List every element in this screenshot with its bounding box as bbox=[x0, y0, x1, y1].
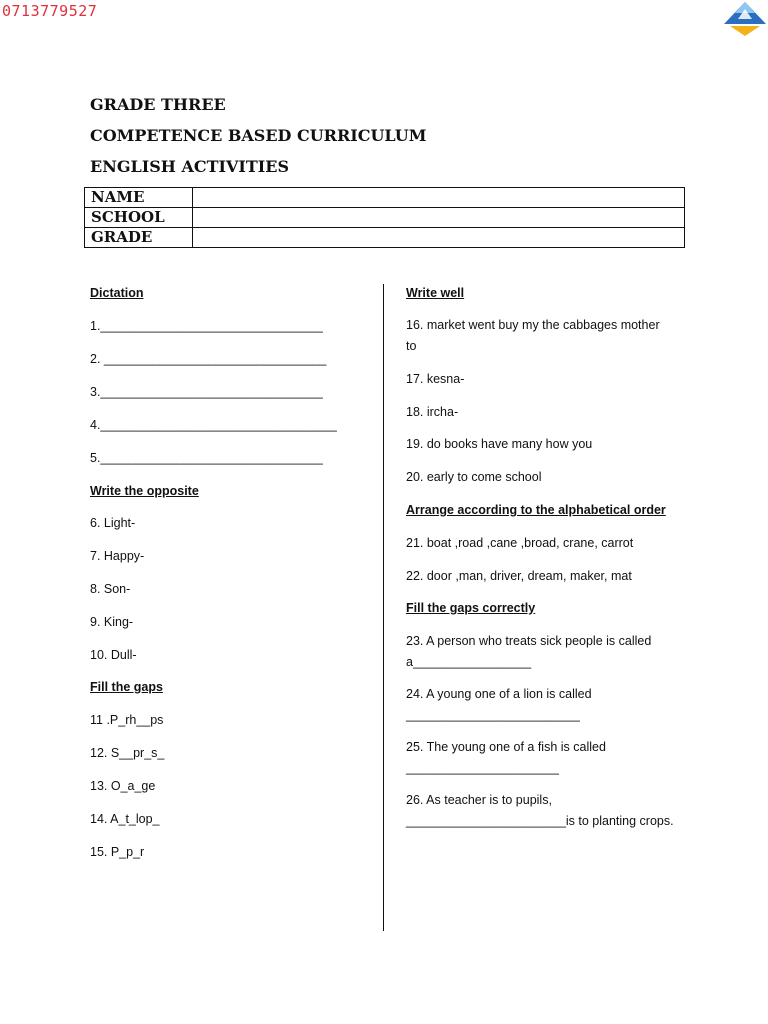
opposite-item: 9. King- bbox=[90, 615, 134, 629]
info-row-grade bbox=[85, 228, 685, 248]
gap-item: 13. O_a_ge bbox=[90, 779, 156, 793]
title-curriculum: COMPETENCE BASED CURRICULUM bbox=[90, 126, 427, 145]
opposite-item: 10. Dull- bbox=[90, 648, 137, 662]
gap-item: 12. S__pr_s_ bbox=[90, 746, 165, 760]
info-row-name bbox=[85, 188, 685, 208]
question-18: 18. ircha- bbox=[406, 405, 459, 419]
question-16: 16. market went buy my the cabbages mother bbox=[406, 318, 660, 332]
dictation-item: 5.________________________________ bbox=[90, 451, 323, 465]
phone-number: 0713779527 bbox=[2, 2, 98, 20]
opposite-heading: Write the opposite bbox=[90, 484, 199, 498]
grade-label: GRADE bbox=[85, 228, 193, 248]
question-23-cont: a_________________ bbox=[406, 655, 532, 669]
question-17: 17. kesna- bbox=[406, 372, 465, 386]
question-25: 25. The young one of a fish is called bbox=[406, 740, 606, 754]
dictation-item: 1.________________________________ bbox=[90, 319, 323, 333]
question-20: 20. early to come school bbox=[406, 470, 542, 484]
title-subject: ENGLISH ACTIVITIES bbox=[90, 157, 290, 176]
question-26-cont: _______________________is to planting crops. bbox=[406, 814, 674, 828]
student-info-table bbox=[84, 187, 685, 248]
publisher-logo-icon bbox=[722, 0, 768, 38]
fill-correctly-heading: Fill the gaps correctly bbox=[406, 601, 536, 615]
question-25-cont: ______________________ bbox=[406, 761, 559, 775]
title-grade: GRADE THREE bbox=[90, 95, 226, 114]
gaps-heading: Fill the gaps bbox=[90, 680, 163, 694]
gap-item: 11 .P_rh__ps bbox=[90, 713, 164, 727]
write-well-heading: Write well bbox=[406, 286, 465, 300]
opposite-item: 8. Son- bbox=[90, 582, 131, 596]
grade-field[interactable] bbox=[193, 228, 685, 248]
question-23: 23. A person who treats sick people is called bbox=[406, 634, 652, 648]
question-19: 19. do books have many how you bbox=[406, 437, 593, 451]
question-26: 26. As teacher is to pupils, bbox=[406, 793, 552, 807]
question-21: 21. boat ,road ,cane ,broad, crane, carrot bbox=[406, 536, 634, 550]
question-16-cont: to bbox=[406, 339, 417, 353]
dictation-item: 4.__________________________________ bbox=[90, 418, 337, 432]
question-22: 22. door ,man, driver, dream, maker, mat bbox=[406, 569, 632, 583]
arrange-heading: Arrange according to the alphabetical order bbox=[406, 503, 666, 517]
info-row-school bbox=[85, 208, 685, 228]
school-label: SCHOOL bbox=[85, 208, 193, 228]
dictation-item: 3.________________________________ bbox=[90, 385, 323, 399]
name-field[interactable] bbox=[193, 188, 685, 208]
opposite-item: 6. Light- bbox=[90, 516, 136, 530]
gap-item: 14. A_t_lop_ bbox=[90, 812, 160, 826]
name-label: NAME bbox=[85, 188, 193, 208]
column-divider bbox=[383, 284, 384, 931]
dictation-heading: Dictation bbox=[90, 286, 144, 300]
dictation-item: 2. ________________________________ bbox=[90, 352, 327, 366]
opposite-item: 7. Happy- bbox=[90, 549, 145, 563]
gap-item: 15. P_p_r bbox=[90, 845, 145, 859]
question-24: 24. A young one of a lion is called bbox=[406, 687, 592, 701]
school-field[interactable] bbox=[193, 208, 685, 228]
question-24-cont: _________________________ bbox=[406, 708, 580, 722]
